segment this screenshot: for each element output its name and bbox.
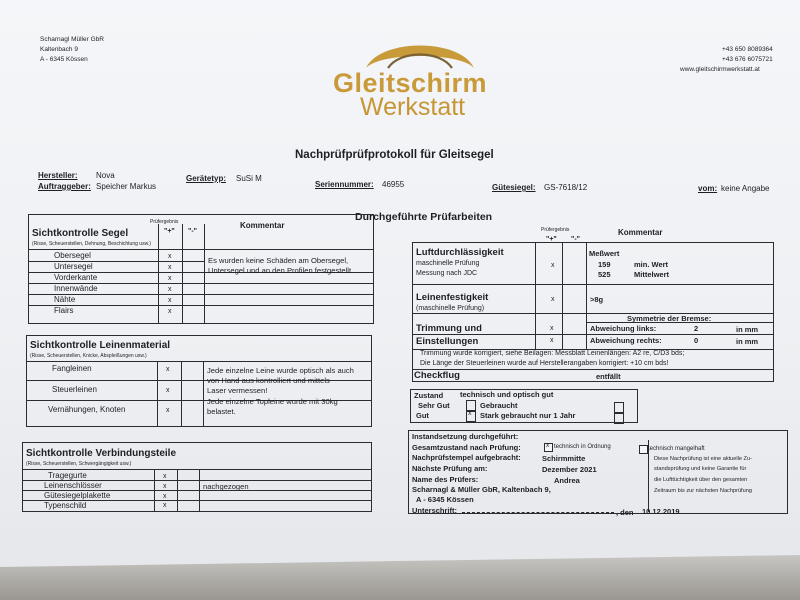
geraetetyp-label: Gerätetyp: [186, 174, 227, 183]
nachpruefstempel-value: Schirmmitte [542, 454, 586, 463]
abweichung-links-label: Abweichung links: [590, 324, 657, 333]
symmetrie-label: Symmetrie der Bremse: [627, 314, 712, 323]
den-value: 10.12.2019 [642, 507, 680, 516]
pruefer-label: Name des Prüfers: [412, 475, 479, 484]
gut-mark: x [468, 410, 472, 417]
hersteller-value: Nova [96, 171, 115, 180]
company-city: A - 6345 Kössen [40, 56, 88, 63]
segel-comment-line: Untersegel und an den Profilen festgestellt. [208, 266, 354, 275]
divider [412, 313, 774, 314]
festigkeit-value: >8g [590, 295, 604, 304]
festigkeit-title: Leinenfestigkeit [416, 292, 489, 303]
leinen-row-mark: x [166, 387, 170, 394]
abweichung-rechts-unit: in mm [736, 337, 759, 346]
vom-value: keine Angabe [721, 184, 770, 193]
company-website: www.gleitschirmwerkstatt.at [680, 66, 760, 73]
seriennummer-value: 46955 [382, 180, 405, 189]
abweichung-rechts-value: 0 [694, 336, 699, 345]
company-phone-1: +43 650 8089364 [722, 46, 773, 53]
auftraggeber-label: Auftraggeber: [38, 182, 91, 191]
divider [22, 469, 372, 470]
kommentar-header: Kommentar [618, 228, 663, 237]
luft-unit-2: Mittelwert [634, 270, 670, 279]
auftraggeber-value: Speicher Markus [96, 182, 157, 191]
divider [181, 361, 182, 426]
unterschrift-label: Unterschrift: [412, 506, 458, 515]
segel-row-mark: x [168, 275, 172, 282]
company-phone-2: +43 676 6075721 [722, 56, 773, 63]
segel-row-label: Untersegel [54, 262, 93, 271]
verbindung-row-mark: x [163, 483, 167, 490]
divider [412, 334, 774, 335]
segel-comment-line: Es wurden keine Schäden am Obersegel, [208, 256, 349, 265]
zustand-heading: technisch und optisch gut [460, 390, 554, 399]
luft-title: Luftdurchlässigkeit [416, 247, 504, 258]
segel-title: Sichtkontrolle Segel [32, 228, 129, 239]
festigkeit-sub: (maschinelle Prüfung) [416, 305, 485, 312]
leinen-subtitle: (Risse, Scheuerstellen, Knicke, Abspleißungen usw.) [30, 353, 147, 359]
luft-messwert: Meßwert [589, 249, 620, 258]
zustand-sehr-gut: Sehr Gut [418, 401, 450, 410]
divider [158, 224, 159, 323]
document-title: Nachprüfprüfprotokoll für Gleitsegel [295, 149, 494, 161]
plus-header: "+" [164, 228, 175, 235]
verbindung-row-mark: x [163, 493, 167, 500]
section-heading: Durchgeführte Prüfarbeiten [355, 211, 493, 223]
minus-header: "-" [188, 228, 197, 235]
divider [412, 284, 774, 285]
trimmung-mark-1: x [550, 325, 554, 332]
divider [28, 249, 374, 250]
verbindung-row-label: Tragegurte [48, 471, 87, 480]
minus-header: "-" [571, 236, 580, 243]
checkflug-value: entfällt [596, 372, 621, 381]
leinen-row-mark: x [166, 366, 170, 373]
luft-mark: x [551, 262, 555, 269]
segel-row-mark: x [168, 308, 172, 315]
disclaimer-line: Diese Nachprüfung ist eine aktuelle Zu- [654, 456, 752, 462]
technisch-mangelhaft-label: technisch mangelhaft [648, 446, 705, 452]
leinen-comment-line: von Hand aus kontrolliert und mittels [207, 376, 330, 385]
segel-subtitle: (Risse, Scheuerstellen, Dehnung, Beschichtung usw.) [32, 241, 151, 247]
trimmung-title-2: Einstellungen [416, 336, 479, 347]
luft-unit-1: min. Wert [634, 260, 669, 269]
leinen-row-label: Fangleinen [52, 364, 92, 373]
divider [204, 224, 205, 323]
pruefer-address-1: Scharnagl & Müller GbR, Kaltenbach 9, [412, 485, 551, 494]
zustand-gebraucht: Gebraucht [480, 401, 518, 410]
hersteller-label: Hersteller: [38, 171, 78, 180]
verbindung-row-label: Leinenschlösser [44, 481, 102, 490]
segel-row-mark: x [168, 253, 172, 260]
divider [28, 294, 374, 295]
instand-label: Instandsetzung durchgeführt: [412, 432, 519, 441]
leinen-comment-line: belastet. [207, 407, 236, 416]
segel-row-label: Innenwände [54, 284, 98, 293]
divider [182, 224, 183, 323]
divider [157, 361, 158, 426]
luft-line1: maschinelle Prüfung [416, 260, 480, 267]
plus-header: "+" [546, 236, 557, 243]
trimmung-mark-2: x [550, 337, 554, 344]
verbindung-row-mark: x [163, 502, 167, 509]
luft-value-2: 525 [598, 270, 611, 279]
leinen-comment-line: Jede einzelne Topleine wurde mit 30kg [207, 397, 338, 406]
leinen-row-label: Vernähungen, Knoten [48, 405, 126, 414]
geraetetyp-value: SuSi M [236, 174, 262, 183]
zustand-stark: Stark gebraucht nur 1 Jahr [480, 411, 576, 420]
verbindung-row-label: Typenschild [44, 501, 87, 510]
company-street: Kaltenbach 9 [40, 46, 78, 53]
logo-text-werkstatt: Werkstatt [360, 93, 466, 121]
luft-value-1: 159 [598, 260, 611, 269]
leinen-comment-line: Jede einzelne Leine wurde optisch als auch [207, 366, 354, 375]
abweichung-links-value: 2 [694, 324, 699, 333]
divider [26, 361, 372, 362]
pruefer-address-2: A - 6345 Kössen [416, 495, 474, 504]
technisch-in-ordnung-mark: x [546, 442, 550, 449]
stark-checkbox [614, 412, 624, 424]
divider [586, 322, 774, 323]
verbindung-comment: nachgezogen [203, 482, 249, 491]
segel-row-label: Vorderkante [54, 273, 98, 282]
verbindung-title: Sichtkontrolle Verbindungsteile [26, 448, 177, 459]
guetesiegel-label: Gütesiegel: [492, 183, 536, 192]
technisch-in-ordnung-label: technisch in Ordnung [554, 444, 611, 450]
vom-label: vom: [698, 184, 718, 193]
segel-row-label: Flairs [54, 306, 74, 315]
leinen-title: Sichtkontrolle Leinenmaterial [30, 340, 171, 351]
disclaimer-line: standsprüfung und keine Garantie für [654, 466, 747, 472]
disclaimer-line: die Lufttüchtigkeit über den gesamten [654, 477, 748, 483]
guetesiegel-value: GS-7618/12 [544, 183, 588, 192]
checkflug-label: Checkflug [414, 370, 460, 381]
kommentar-header: Kommentar [240, 221, 285, 230]
leinen-row-label: Steuerleinen [52, 385, 97, 394]
pruefergebnis-header: Prüfergebnis [541, 227, 570, 233]
trimmung-title-1: Trimmung und [416, 323, 482, 334]
abweichung-rechts-label: Abweichung rechts: [590, 336, 662, 345]
verbindung-row-mark: x [163, 473, 167, 480]
signature-line [462, 512, 614, 513]
segel-row-label: Nähte [54, 295, 76, 304]
nachpruefstempel-label: Nachprüfstempel aufgebracht: [412, 453, 521, 462]
zustand-label: Zustand [414, 391, 444, 400]
technisch-mangelhaft-checkbox [639, 445, 648, 454]
paraglider-logo-icon [360, 30, 480, 70]
naechste-pruefung-value: Dezember 2021 [542, 465, 597, 474]
den-label: , den [616, 508, 634, 517]
divider [203, 361, 204, 426]
seriennummer-label: Seriennummer: [315, 180, 374, 189]
logo-text-gleitschirm: Gleitschirm [333, 68, 488, 98]
gesamtzustand-label: Gesamtzustand nach Prüfung: [412, 443, 521, 452]
abweichung-links-unit: in mm [736, 325, 759, 334]
company-name: Scharnagl Müller GbR [40, 36, 104, 43]
verbindung-subtitle: (Risse, Scheuerstellen, Schwergängigkeit usw.) [26, 461, 132, 467]
leinen-comment-line: Laser vermessen! [207, 386, 268, 395]
segel-row-mark: x [168, 297, 172, 304]
zustand-gut: Gut [416, 411, 429, 420]
naechste-pruefung-label: Nächste Prüfung am: [412, 464, 488, 473]
festigkeit-mark: x [551, 296, 555, 303]
pruefer-value: Andrea [554, 476, 580, 485]
trimmung-note-2: Die Länge der Steuerleinen wurde auf Herstellerangaben korrigiert: +10 cm bds! [420, 360, 669, 367]
divider [412, 369, 774, 370]
trimmung-note-1: Trimmung wurde korrigiert, siehe Beilagen: Messblatt Leinenlängen: A2 re, C/D3 bds; [420, 350, 685, 357]
pruefergebnis-header: Prüfergebnis [150, 219, 179, 225]
segel-row-label: Obersegel [54, 251, 91, 260]
verbindung-row-label: Gütesiegelplakette [44, 491, 111, 500]
segel-row-mark: x [168, 286, 172, 293]
leinen-row-mark: x [166, 407, 170, 414]
divider [28, 305, 374, 306]
disclaimer-line: Zeitraum bis zur nächsten Nachprüfung [654, 488, 752, 494]
luft-line2: Messung nach JDC [416, 270, 478, 277]
segel-row-mark: x [168, 264, 172, 271]
